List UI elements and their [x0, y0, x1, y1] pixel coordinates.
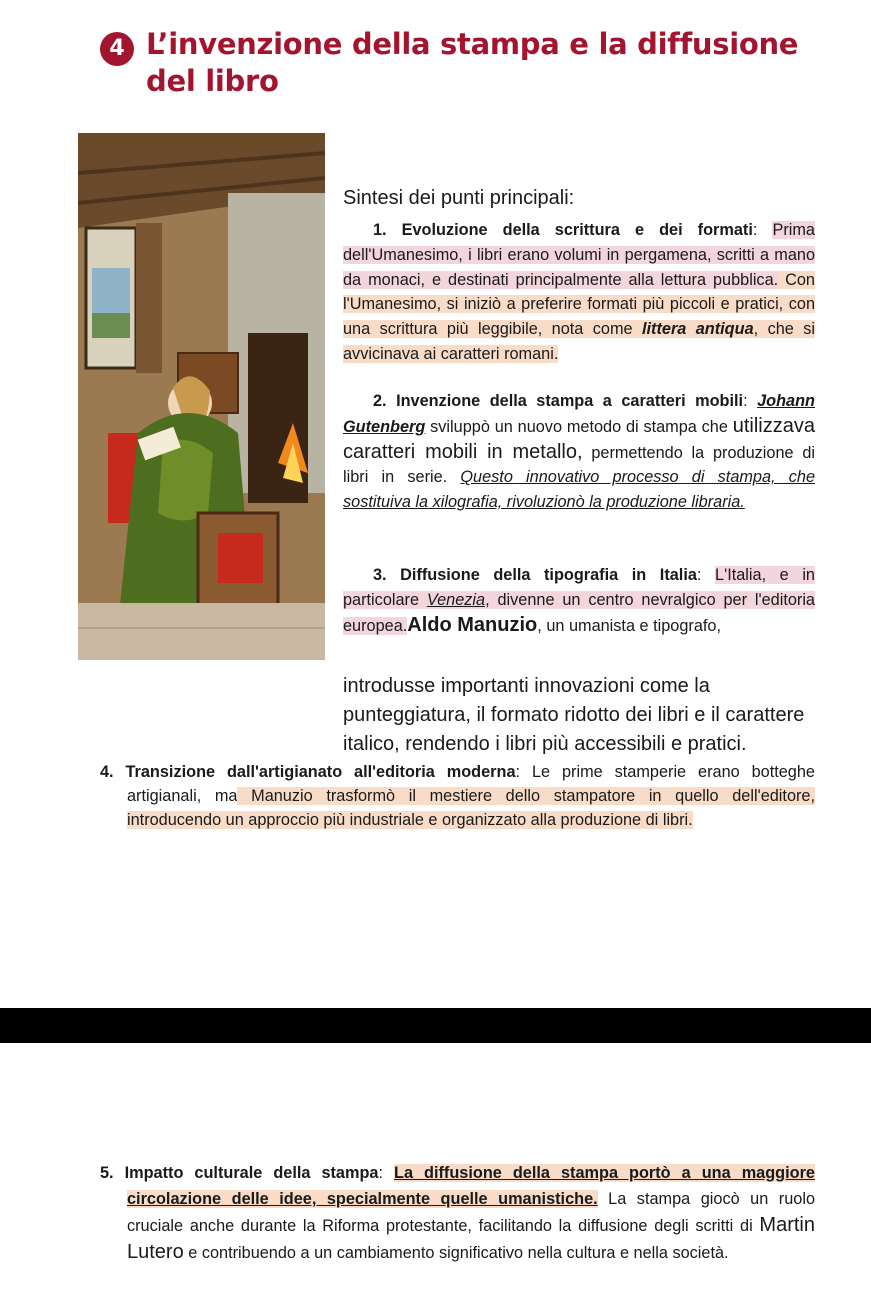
point-4-text-a: Le prime stamperie erano botteghe artigianali, ma: [127, 763, 815, 805]
point-4-text-b: Manuzio trasformò il mestiere dello stampatore in quello dell'editore, introducendo un approccio più industriale e organizzato alla produzione di libri.: [127, 787, 815, 829]
point-2-text-a: sviluppò un nuovo metodo di stampa che: [425, 417, 733, 436]
point-3-text: [343, 563, 815, 638]
point-1-term: littera antiqua: [642, 320, 754, 339]
point-2-text-c: permettendo la produzione di libri in serie.: [343, 443, 816, 487]
painting-image: [78, 133, 325, 660]
section-number-badge: 4: [100, 32, 134, 66]
point-5-text-a: La diffusione della stampa portò a una maggiore circolazione delle idee, specialmente quelle umanistiche.: [127, 1164, 815, 1208]
point-3-place: Venezia: [426, 590, 486, 609]
point-1-label: 1. Evoluzione della scrittura e dei formati: [373, 221, 753, 239]
point-1-highlight-b: Con l'Umanesimo, si iniziò a preferire formati più piccoli e pratici, con una scrittura più leggibile, nota come: [343, 270, 815, 339]
summary-intro: Sintesi dei punti principali:: [343, 187, 575, 209]
point-3-person: Aldo Manuzio: [407, 613, 538, 636]
point-5-colon: :: [378, 1164, 395, 1182]
point-1-colon: :: [752, 221, 773, 239]
point-2-colon: :: [743, 392, 758, 410]
section-title: L’invenzione della stampa e la diffusione del libro: [146, 27, 799, 98]
point-4-label: 4. Transizione dall'artigianato all'editoria moderna: [100, 763, 516, 781]
point-4-colon: :: [515, 763, 532, 781]
point-3-text-c: , un umanista e tipografo,: [537, 616, 721, 635]
point-5-paragraph: [100, 1160, 815, 1266]
point-1-text: [343, 218, 815, 367]
point-3-continuation: [128, 672, 818, 759]
painting-illustration: [78, 133, 325, 660]
point-2-text-b: utilizzava caratteri mobili in metallo,: [343, 414, 815, 463]
point-5-text-b: La stampa giocò un ruolo cruciale anche durante la Riforma protestante, facilitando la diffusione degli scritti di: [127, 1190, 815, 1235]
point-5-text: [100, 1160, 815, 1266]
point-5-text-c: e contribuendo a un cambiamento significativo nella cultura e nella società.: [183, 1244, 729, 1262]
point-1-highlight-a: Prima dell'Umanesimo, i libri erano volumi in pergamena, scritti a mano da monaci, e destinati principalmente alla lettura pubblica.: [343, 221, 815, 289]
point-3-text-d: introdusse importanti innovazioni come la punteggiatura, il formato ridotto dei libri e il carattere italico, rendendo i libri più accessibili e pratici.: [343, 675, 805, 755]
point-1-paragraph: [343, 218, 815, 367]
point-5-person: Martin Lutero: [127, 1214, 815, 1263]
point-2-text-d: Questo innovativo processo di stampa, che sostituiva la xilografia, rivoluzionò la produzione libraria.: [343, 468, 815, 512]
point-2-name: Johann Gutenberg: [343, 392, 815, 436]
point-4-paragraph: [100, 760, 815, 832]
point-3-label: 3. Diffusione della tipografia in Italia: [373, 566, 697, 584]
point-2-text: [343, 389, 815, 515]
point-4-text: [100, 760, 815, 832]
point-2-paragraph: [343, 389, 815, 515]
point-3-text-b: , divenne un centro nevralgico per l'editoria europea.: [343, 590, 815, 635]
point-2-label: 2. Invenzione della stampa a caratteri mobili: [373, 392, 744, 410]
point-3-text-a: L'Italia, e in particolare: [343, 566, 815, 609]
point-3-paragraph: [343, 563, 815, 638]
point-5-label: 5. Impatto culturale della stampa: [100, 1164, 379, 1182]
point-1-text-c: , che si avvicinava ai caratteri romani.: [343, 320, 815, 363]
screenshot-black-band: [0, 1008, 871, 1043]
point-3-colon: :: [696, 566, 716, 584]
